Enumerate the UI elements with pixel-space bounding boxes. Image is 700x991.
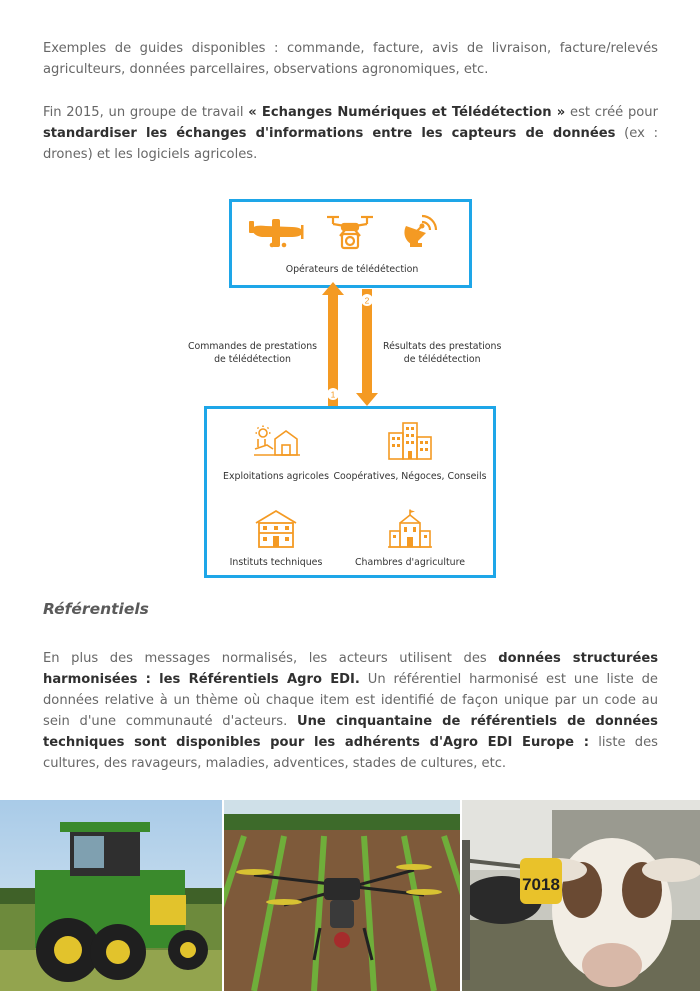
p2-text-a: Fin 2015, un groupe de travail (43, 105, 249, 120)
section-title: Référentiels (43, 600, 149, 618)
actor-label-cooperatives: Coopératives, Négoces, Conseils (333, 471, 487, 482)
p3-bold-harmonized: données structurées harmonisées : les Référentiels Agro EDI. (43, 651, 658, 687)
p3-bold-fifty: Une cinquantaine de référentiels de données techniques sont disponibles pour les adhérents d'Agro EDI Europe : (43, 714, 658, 750)
actors-box (204, 406, 496, 578)
p3-text-a: En plus des messages normalisés, les acteurs utilisent des (43, 651, 499, 666)
p2-bold-goal: standardiser les échanges d'informations entre les capteurs de données (43, 126, 616, 141)
intro-paragraph (43, 38, 658, 80)
working-group-paragraph (43, 102, 658, 165)
results-step-number: 2 (364, 295, 370, 306)
p2-bold-group-name: « Echanges Numériques et Télédétection » (248, 105, 566, 120)
results-arrow (356, 289, 378, 406)
plane-icon (248, 216, 306, 250)
actor-label-institutes: Instituts techniques (229, 557, 323, 568)
actor-label-chambers: Chambres d'agriculture (354, 557, 466, 568)
p2-text-c: est créé pour (565, 105, 658, 120)
satellite-dish-icon (400, 212, 440, 252)
operators-label: Opérateurs de télédétection (285, 264, 419, 275)
p3-text-c: Un référentiel harmonisé est une liste de données relative à un thème où chaque item est identifié de façon unique par un code au sein d'une communauté d'acteurs. (43, 672, 658, 729)
orders-label-line1: Commandes de prestations (188, 341, 318, 352)
orders-arrow (322, 282, 344, 406)
buildings-icon (387, 421, 433, 461)
referentiels-paragraph (43, 648, 658, 774)
p2-text-e: (ex : drones) et les logiciels agricoles. (43, 126, 658, 162)
intro-text: Exemples de guides disponibles : commande, facture, avis de livraison, facture/relevés agriculteurs, données parcellaires, observations agronomiques, etc. (43, 41, 658, 77)
actor-label-farms: Exploitations agricoles (223, 471, 329, 482)
p3-text-e: liste des cultures, des ravageurs, maladies, adventices, stades de cultures, etc. (43, 735, 658, 771)
institute-building-icon (253, 509, 299, 549)
operators-box (229, 199, 472, 288)
chamber-building-icon (387, 509, 433, 549)
orders-step-number: 1 (330, 389, 336, 400)
cow-photo (462, 800, 700, 991)
farm-icon (253, 425, 301, 459)
orders-label (188, 340, 317, 366)
results-label (383, 340, 501, 366)
results-label-line1: Résultats des prestations (383, 341, 502, 352)
exchange-arrows (316, 282, 386, 408)
tractor-photo (0, 800, 222, 991)
drone-field-photo (224, 800, 460, 991)
drone-icon (325, 214, 375, 252)
orders-label-line2: de télédétection (214, 354, 291, 365)
ear-tag-number: 7018 (522, 875, 560, 894)
results-label-line2: de télédétection (403, 354, 481, 365)
